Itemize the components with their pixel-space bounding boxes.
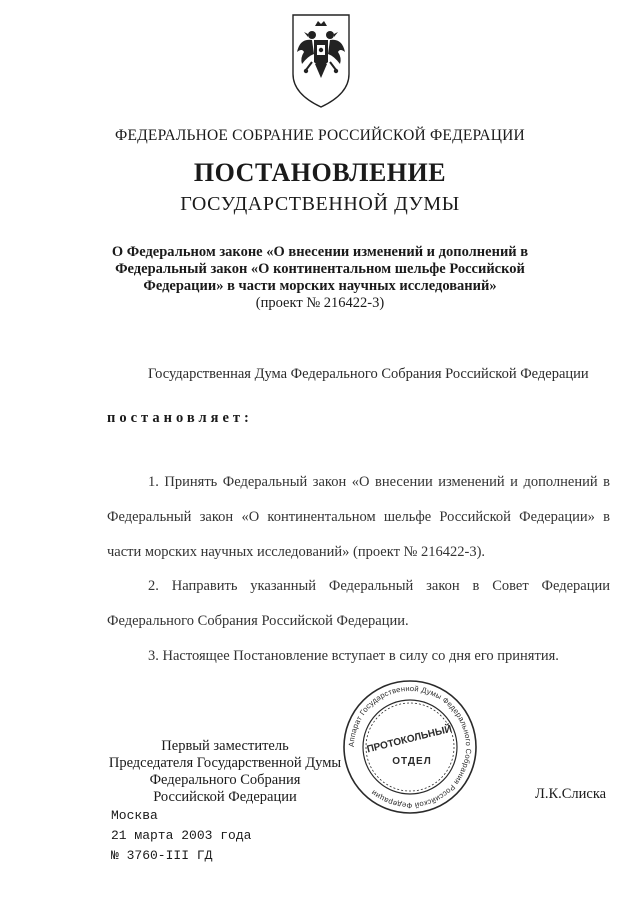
document-issuer: ГОСУДАРСТВЕННОЙ ДУМЫ xyxy=(180,193,460,215)
subject-line-2: Федеральный закон «О континентальном шельфе Российской xyxy=(115,261,525,277)
signatory-line-4: Российской Федерации xyxy=(153,789,297,805)
item-1-line-2: Федеральный закон «О континентальном шельфе Российской Федерации» в xyxy=(107,509,610,525)
signatory-title xyxy=(100,738,350,806)
item-2-line-1: 2. Направить указанный Федеральный закон в Совет Федерации xyxy=(148,578,610,594)
date: 21 марта 2003 года xyxy=(111,828,252,843)
subject-line-3: Федерации» в части морских научных исследований» xyxy=(143,278,497,294)
project-number: (проект № 216422-3) xyxy=(255,295,385,311)
organization-name: ФЕДЕРАЛЬНОЕ СОБРАНИЕ РОССИЙСКОЙ ФЕДЕРАЦИИ xyxy=(115,127,525,144)
signatory-line-2: Председателя Государственной Думы xyxy=(108,755,342,771)
document-number: № 3760-III ГД xyxy=(111,848,213,863)
item-1-line-3: части морских научных исследований» (проект № 216422-3). xyxy=(107,544,486,560)
coat-of-arms-emblem xyxy=(290,12,352,110)
preamble-text: Государственная Дума Федерального Собрания Российской Федерации xyxy=(148,366,589,382)
document-type: ПОСТАНОВЛЕНИЕ xyxy=(193,158,447,187)
item-3: 3. Настоящее Постановление вступает в силу со дня его принятия. xyxy=(148,648,559,664)
item-2-line-2: Федерального Собрания Российской Федерации. xyxy=(107,613,409,629)
signatory-line-3: Федерального Собрания xyxy=(149,772,301,788)
subject-line-1: О Федеральном законе «О внесении изменений и дополнений в xyxy=(111,244,529,260)
stamp-ring-text: Аппарат Государственной Думы Федерального Собрания Российской Федерации xyxy=(346,683,474,811)
signatory-line-1: Первый заместитель xyxy=(161,738,289,754)
document-subject xyxy=(0,244,640,312)
decree-word: постановляет: xyxy=(107,410,253,426)
signatory-name: Л.К.Слиска xyxy=(535,786,607,802)
item-1-line-1: 1. Принять Федеральный закон «О внесении изменений и дополнений в xyxy=(148,474,610,490)
official-stamp xyxy=(340,678,480,816)
stamp-center-top: ПРОТОКОЛЬНЫЙ xyxy=(365,723,454,756)
stamp-center-bottom: ОТДЕЛ xyxy=(392,756,432,767)
city: Москва xyxy=(111,808,158,823)
